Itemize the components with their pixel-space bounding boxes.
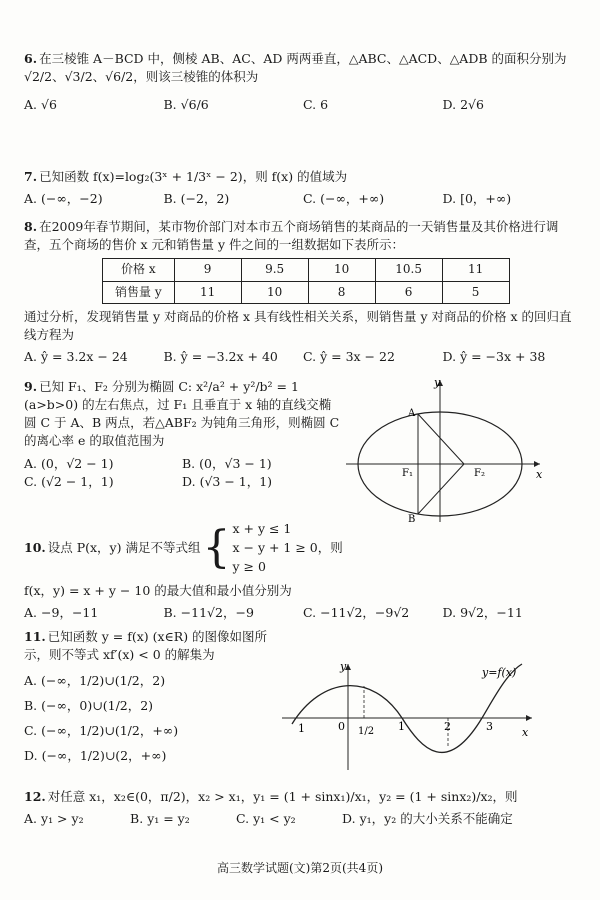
tick-neg-one: 1: [298, 722, 305, 735]
options: [24, 668, 270, 768]
tick-half: 1/2: [358, 726, 375, 737]
option-d[interactable]: D. [0，+∞): [442, 191, 512, 207]
option-b[interactable]: B. (0，√3 − 1): [182, 455, 272, 471]
question-number: 6.: [24, 51, 38, 66]
option-b[interactable]: B. ŷ = −3.2x + 40: [163, 349, 278, 365]
row-label: 价格 x: [103, 259, 175, 281]
question-6: [24, 50, 582, 114]
option-b[interactable]: B. (−∞，0)∪(1/2，2): [24, 698, 154, 714]
x-axis-arrow: [534, 461, 540, 467]
question-stem: 对任意 x₁，x₂∈(0，π/2)，x₂ > x₁，y₁ = (1 + sinx₁)/x₁，y₂ = (1 + sinx₂)/x₂，则: [47, 789, 518, 804]
segment-af2: [418, 414, 464, 464]
question-stem: 设点 P(x，y) 满足不等式组: [47, 540, 201, 556]
option-d[interactable]: D. y₁，y₂ 的大小关系不能确定: [342, 811, 513, 827]
tick-two: 2: [444, 720, 451, 733]
point-b-label: B: [408, 514, 416, 525]
option-c[interactable]: C. (−∞，+∞): [303, 191, 385, 207]
question-stem: 在2009年春节期间，某市物价部门对本市五个商场销售的某商品的一天销售量及其价格进行调查，五个商场的售价 x 元和销售量 y 件之间的一组数据如下表所示：: [24, 219, 559, 253]
options: [24, 96, 582, 114]
f2-label: F₂: [474, 468, 485, 479]
inequality-system: x + y ≤ 1 x − y + 1 ≥ 0，则 y ≥ 0: [232, 521, 343, 574]
tick-three: 3: [486, 720, 493, 733]
option-b[interactable]: B. −11√2，−9: [163, 605, 254, 621]
option-a[interactable]: A. (−∞，−2): [24, 191, 103, 207]
question-line: [24, 520, 582, 576]
option-b[interactable]: B. √6/6: [163, 97, 209, 113]
tick-zero: 0: [338, 720, 345, 733]
option-d[interactable]: D. ŷ = −3x + 38: [442, 349, 546, 365]
question-8: [24, 218, 582, 366]
point-a-label: A: [408, 408, 416, 419]
options: [24, 810, 582, 828]
option-d[interactable]: D. 2√6: [442, 97, 484, 113]
option-a[interactable]: A. y₁ > y₂: [24, 811, 84, 827]
x-axis-arrow: [526, 715, 532, 721]
option-c[interactable]: C. (√2 − 1，1): [24, 473, 114, 489]
options: [24, 604, 582, 622]
question-11: [24, 628, 270, 768]
question-7: [24, 168, 582, 208]
question-number: 10.: [24, 540, 46, 556]
option-c[interactable]: C. 6: [303, 97, 329, 113]
tick-one: 1: [398, 720, 405, 733]
x-label: x: [536, 468, 543, 481]
f1-label: F₁: [402, 468, 413, 479]
options: [24, 190, 582, 208]
options: [24, 348, 582, 366]
question-number: 12.: [24, 789, 46, 804]
option-c[interactable]: C. −11√2，−9√2: [303, 605, 410, 621]
question-number: 7.: [24, 169, 38, 184]
curve-label: y=f(x): [482, 666, 517, 679]
options: [24, 455, 340, 491]
option-a[interactable]: A. ŷ = 3.2x − 24: [24, 349, 128, 365]
question-12: [24, 788, 582, 828]
option-d[interactable]: D. 9√2，−11: [442, 605, 523, 621]
option-d[interactable]: D. (√3 − 1，1): [182, 473, 273, 489]
option-a[interactable]: A. (0，√2 − 1): [24, 455, 114, 471]
ellipse-figure: [340, 372, 570, 532]
question-stem-continued: 通过分析，发现销售量 y 对商品的价格 x 具有线性相关关系，则销售量 y 对商品的价格 x 的回归直线方程为: [24, 309, 572, 343]
option-a[interactable]: A. −9，−11: [24, 605, 99, 621]
price-sales-table: [102, 258, 510, 304]
x-label: x: [522, 726, 529, 739]
question-stem: 已知函数 f(x)=log₂(3ˣ + 1/3ˣ − 2)，则 f(x) 的值域为: [39, 169, 348, 184]
question-10: [24, 520, 582, 623]
option-b[interactable]: B. (−2，2): [163, 191, 230, 207]
table-row: 销售量 y 11 10 8 6 5: [103, 281, 510, 303]
question-number: 11.: [24, 629, 46, 644]
table-row: 价格 x 9 9.5 10 10.5 11: [103, 259, 510, 281]
row-label: 销售量 y: [103, 281, 175, 303]
question-number: 8.: [24, 219, 38, 234]
function-graph: [282, 658, 552, 776]
question-stem: 已知函数 y = f(x) (x∈R) 的图像如图所示，则不等式 xf′(x) < 0 的解集为: [24, 629, 268, 663]
option-a[interactable]: A. (−∞，1/2)∪(1/2，2): [24, 673, 166, 689]
option-a[interactable]: A. √6: [24, 97, 57, 113]
question-stem: 在三棱锥 A－BCD 中，侧棱 AB、AC、AD 两两垂直，△ABC、△ACD、△ADB 的面积分别为 √2/2、√3/2、√6/2，则该三棱锥的体积为: [24, 51, 567, 85]
question-stem-continued: f(x，y) = x + y − 10 的最大值和最小值分别为: [24, 583, 292, 599]
option-c[interactable]: C. y₁ < y₂: [236, 811, 296, 827]
option-b[interactable]: B. y₁ = y₂: [130, 811, 190, 827]
question-stem: 已知 F₁、F₂ 分别为椭圆 C: x²/a² + y²/b² = 1 (a>b>0) 的左右焦点，过 F₁ 且垂直于 x 轴的直线交椭圆 C 于 A、B 两点，若△ABF₂ 为钝角三角形，则椭圆 C 的离心率 e 的取值范围为: [24, 379, 340, 449]
page-footer: 高三数学试题(文)第2页(共4页): [217, 861, 383, 875]
option-d[interactable]: D. (−∞，1/2)∪(2，+∞): [24, 748, 167, 764]
y-label: y: [434, 376, 441, 389]
y-label: y: [340, 660, 347, 673]
option-c[interactable]: C. ŷ = 3x − 22: [303, 349, 395, 365]
segment-bf2: [418, 464, 464, 514]
question-9: [24, 378, 340, 491]
brace: {: [202, 522, 231, 574]
question-number: 9.: [24, 379, 38, 394]
option-c[interactable]: C. (−∞，1/2)∪(1/2，+∞): [24, 723, 179, 739]
